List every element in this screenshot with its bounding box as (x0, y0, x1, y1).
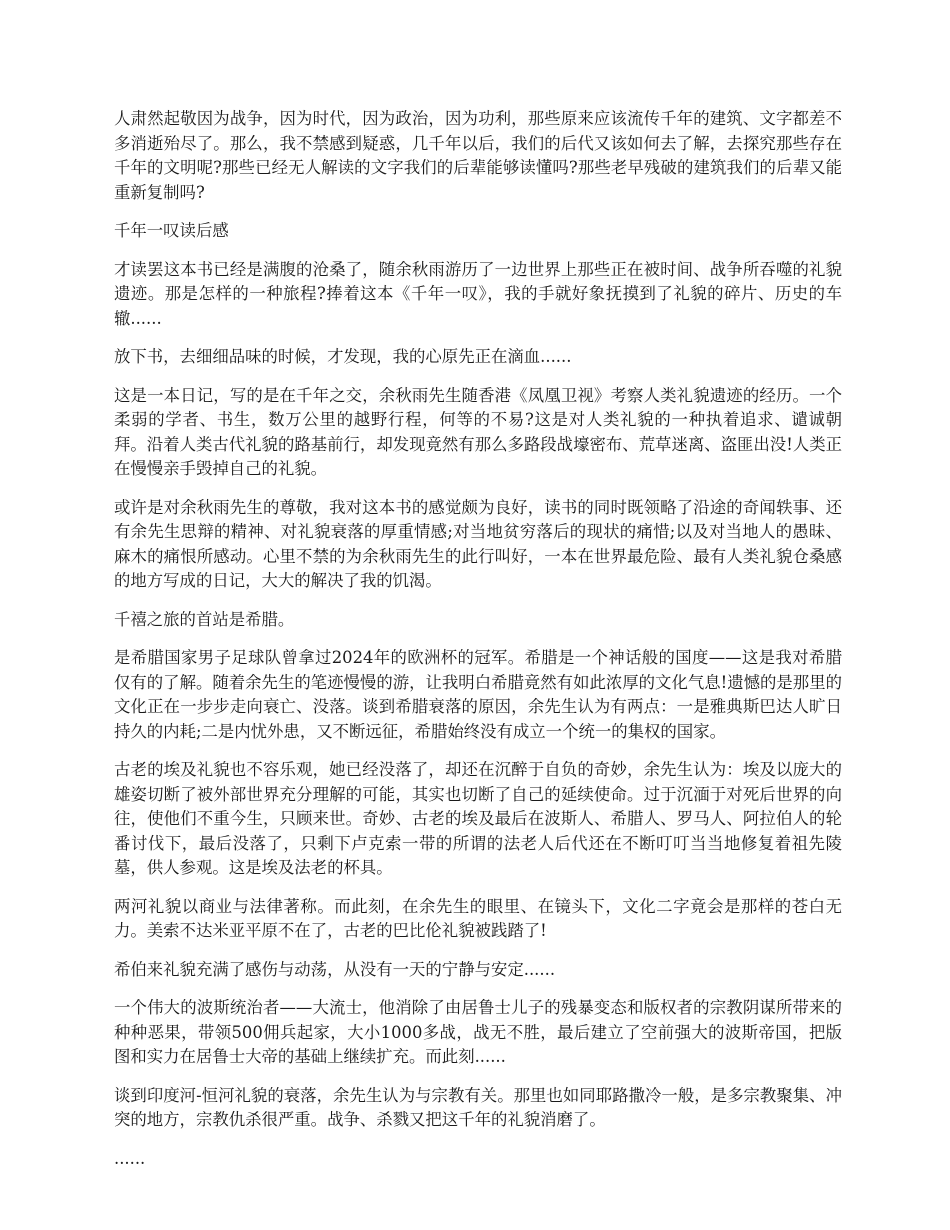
paragraph: 才读罢这本书已经是满腹的沧桑了，随余秋雨游历了一边世界上那些正在被时间、战争所吞噬的礼貌遗迹。那是怎样的一种旅程?捧着这本《千年一叹》，我的手就好象抚摸到了礼貌的碎片、历史的车辙...... (114, 259, 842, 328)
paragraph: 是希腊国家男子足球队曾拿过2024年的欧洲杯的冠军。希腊是一个神话般的国度——这是我对希腊仅有的了解。随着余先生的笔迹慢慢的游，让我明白希腊竟然有如此浓厚的文化气息!遗憾的是那里的文化正在一步步走向衰亡、没落。谈到希腊衰落的原因，余先生认为有两点：一是雅典斯巴达人旷日持久的内耗;二是内忧外患，又不断远征，希腊始终没有成立一个统一的集权的国家。 (114, 648, 842, 741)
paragraph: 或许是对余秋雨先生的尊敬，我对这本书的感觉颇为良好，读书的同时既领略了沿途的奇闻轶事、还有余先生思辩的精神、对礼貌衰落的厚重情感;对当地贫穷落后的现状的痛惜;以及对当地人的愚昧、麻木的痛恨所感动。心里不禁的为余秋雨先生的此行叫好，一本在世界最危险、最有人类礼貌仓桑感的地方写成的日记，大大的解决了我的饥渴。 (114, 497, 842, 590)
paragraph: 希伯来礼貌充满了感伤与动荡，从没有一天的宁静与安定...... (114, 959, 556, 979)
paragraph: 放下书，去细细品味的时候，才发现，我的心原先正在滴血...... (114, 347, 572, 366)
paragraph: 这是一本日记，写的是在千年之交，余秋雨先生随香港《凤凰卫视》考察人类礼貌遗迹的经历。一个柔弱的学者、书生，数万公里的越野行程，何等的不易?这是对人类礼貌的一种执着追求、谴诚朝拜。沿着人类古代礼貌的路基前行，却发现竟然有那么多路段战壕密布、荒草迷离、盗匪出没!人类正在慢慢亲手毁掉自己的礼貌。 (114, 385, 842, 478)
section-heading: 千年一叹读后感 (114, 221, 229, 240)
paragraph-intro: 人肃然起敬因为战争，因为时代，因为政治，因为功利，那些原来应该流传千年的建筑、文字都差不多消逝殆尽了。那么，我不禁感到疑惑，几千年以后，我们的后代又该如何去了解，去探究那些存在千年的文明呢?那些已经无人解读的文字我们的后辈能够读懂吗?那些老早残破的建筑我们的后辈又能重新复制吗? (114, 109, 842, 202)
ellipsis: ...... (114, 1148, 146, 1168)
document-body (114, 107, 842, 1185)
paragraph: 千禧之旅的首站是希腊。 (114, 609, 295, 629)
paragraph: 一个伟大的波斯统治者——大流士，他消除了由居鲁士儿子的残暴变态和版权者的宗教阴谋所带来的种种恶果，带领500佣兵起家，大小1000多战，战无不胜，最后建立了空前强大的波斯帝国，把版图和实力在居鲁士大帝的基础上继续扩充。而此刻...... (114, 998, 842, 1066)
paragraph: 古老的埃及礼貌也不容乐观，她已经没落了，却还在沉醉于自负的奇妙，余先生认为：埃及以庞大的雄姿切断了被外部世界充分理解的可能，其实也切断了自己的延续使命。过于沉湎于对死后世界的向往，使他们不重今生，只顾来世。奇妙、古老的埃及最后在波斯人、希腊人、罗马人、阿拉伯人的轮番讨伐下，最后没落了，只剩下卢克索一带的所谓的法老人后代还在不断叮叮当当地修复着祖先陵墓，供人参观。这是埃及法老的杯具。 (114, 760, 842, 877)
paragraph: 两河礼貌以商业与法律著称。而此刻，在余先生的眼里、在镜头下，文化二字竟会是那样的苍白无力。美索不达米亚平原不在了，古老的巴比伦礼貌被践踏了! (114, 896, 842, 940)
paragraph: 谈到印度河-恒河礼貌的衰落，余先生认为与宗教有关。那里也如同耶路撒冷一般，是多宗教聚集、冲突的地方，宗教仇杀很严重。战争、杀戮又把这千年的礼貌消磨了。 (114, 1085, 842, 1129)
